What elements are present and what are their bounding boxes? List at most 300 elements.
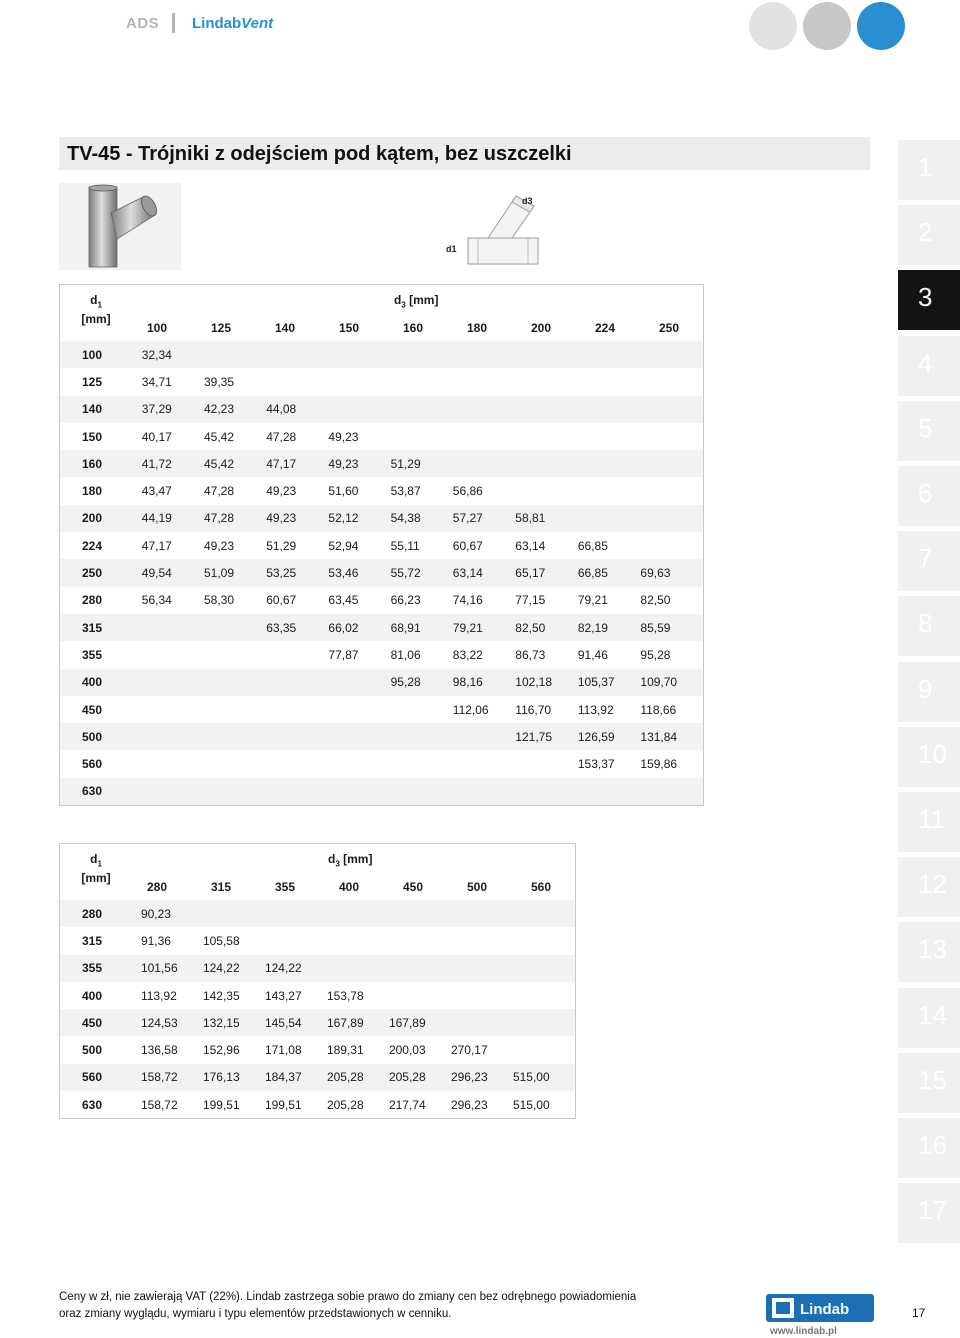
- section-tab-label: 1: [918, 152, 933, 182]
- price-cell: 56,34: [141, 593, 172, 608]
- price-cell: [513, 955, 575, 982]
- price-cell: [453, 750, 516, 777]
- price-cell: 49,23: [266, 484, 297, 499]
- column-header: 150: [339, 321, 360, 335]
- table-body: [60, 341, 703, 805]
- price-cell: 77,15: [515, 593, 546, 608]
- price-cell: [204, 750, 266, 777]
- price-cell: 65,17: [515, 559, 578, 586]
- price-cell: 56,86: [452, 484, 483, 499]
- price-cell: 81,06: [390, 647, 421, 662]
- price-cell: 158,72: [140, 1097, 178, 1112]
- price-cell: 158,72: [141, 1064, 203, 1091]
- price-cell: [515, 778, 578, 805]
- table-row: [60, 587, 703, 614]
- price-cell: [453, 723, 516, 750]
- brand-vent-text: Vent: [241, 15, 274, 32]
- section-tab-2[interactable]: [898, 205, 960, 265]
- section-tab-label: 4: [918, 348, 933, 378]
- price-cell: [640, 778, 703, 805]
- row-header-d1: 100: [60, 341, 142, 368]
- price-cell: [515, 396, 578, 423]
- price-cell: [453, 341, 516, 368]
- price-cell: 66,85: [577, 538, 608, 553]
- price-cell: 90,23: [141, 900, 203, 927]
- d1-header: $d_1$ [mm]: [81, 852, 111, 886]
- price-cell: 199,51: [264, 1097, 302, 1112]
- footer-line-2: oraz zmiany wyglądu, wymiaru i typu elementów przedstawionych w cenniku.: [59, 1308, 452, 1320]
- column-header: 450: [403, 880, 424, 894]
- price-cell: [327, 955, 389, 982]
- table-row: [60, 505, 703, 532]
- price-cell: 142,35: [202, 988, 240, 1003]
- section-tab-label: 2: [918, 217, 933, 247]
- price-cell: 124,53: [141, 1009, 203, 1036]
- price-cell: [265, 927, 327, 954]
- decor-circle-light: [749, 2, 797, 50]
- row-header-d1: 125: [82, 374, 103, 389]
- column-header: 280: [147, 880, 168, 894]
- decor-circle-accent: [857, 2, 905, 50]
- footer-note: [59, 1289, 636, 1323]
- diagram-label-d1: d1: [446, 244, 457, 254]
- price-cell: 51,60: [328, 484, 359, 499]
- price-cell: [391, 750, 453, 777]
- decor-circle-mid: [803, 2, 851, 50]
- price-cell: 217,74: [388, 1097, 426, 1112]
- row-header-d1: 280: [82, 593, 103, 608]
- price-cell: 171,08: [264, 1043, 302, 1058]
- row-header-d1: 500: [60, 723, 142, 750]
- brand-lindab-text: Lindab: [192, 15, 242, 32]
- price-cell: [328, 669, 390, 696]
- row-header-d1: 400: [60, 669, 142, 696]
- column-header: 315: [211, 880, 232, 894]
- price-cell: [640, 396, 703, 423]
- price-cell: [513, 900, 575, 927]
- table-row: [60, 982, 575, 1009]
- price-cell: 45,42: [203, 429, 235, 444]
- table-row: [60, 1036, 575, 1063]
- price-cell: [265, 900, 327, 927]
- price-cell: 82,19: [578, 614, 641, 641]
- price-cell: [204, 696, 266, 723]
- price-cell: [391, 396, 453, 423]
- price-cell: 47,28: [204, 505, 266, 532]
- price-cell: [142, 750, 204, 777]
- price-cell: [327, 927, 389, 954]
- price-cell: 66,02: [328, 614, 390, 641]
- price-cell: 205,28: [389, 1064, 451, 1091]
- section-tab-label: 9: [918, 674, 933, 704]
- price-cell: [266, 750, 328, 777]
- price-cell: 32,34: [142, 341, 204, 368]
- row-header-d1: 315: [82, 933, 103, 948]
- row-header-d1: 224: [82, 538, 103, 553]
- table-row: [60, 1064, 575, 1091]
- price-cell: 116,70: [515, 702, 552, 717]
- row-header-d1: 180: [82, 484, 103, 499]
- price-cell: 63,14: [453, 559, 516, 586]
- price-cell: [142, 696, 204, 723]
- price-cell: 121,75: [515, 723, 578, 750]
- price-cell: [391, 723, 453, 750]
- row-header-d1: 630: [60, 778, 142, 805]
- title-bar: [59, 137, 870, 170]
- price-cell: 49,23: [328, 429, 359, 444]
- price-cell: [204, 723, 266, 750]
- price-cell: [515, 750, 578, 777]
- price-cell: [266, 669, 328, 696]
- price-cell: [453, 396, 516, 423]
- price-cell: [515, 477, 578, 504]
- section-tab-label: 14: [918, 1000, 947, 1030]
- price-cell: [142, 723, 204, 750]
- price-cell: [515, 368, 578, 395]
- section-tab-label: 6: [918, 478, 933, 508]
- price-cell: [578, 450, 641, 477]
- price-cell: [451, 1009, 513, 1036]
- price-cell: 79,21: [453, 614, 516, 641]
- price-cell: [578, 396, 641, 423]
- price-cell: [513, 1036, 575, 1063]
- price-cell: [513, 927, 575, 954]
- column-header: 500: [467, 880, 488, 894]
- price-cell: 57,27: [453, 505, 516, 532]
- price-cell: 77,87: [328, 647, 359, 662]
- price-cell: [513, 1009, 575, 1036]
- price-cell: [640, 532, 703, 559]
- lindab-logo: [766, 1294, 874, 1324]
- price-cell: 55,72: [391, 559, 453, 586]
- price-cell: [266, 368, 328, 395]
- price-cell: 112,06: [452, 702, 489, 717]
- price-cell: [142, 614, 204, 641]
- price-cell: 55,11: [390, 538, 420, 553]
- brand-ads: ADS: [126, 15, 160, 32]
- section-tab-10[interactable]: [898, 727, 960, 787]
- price-cell: [328, 750, 390, 777]
- section-tab-14[interactable]: [898, 988, 960, 1048]
- price-cell: 83,22: [452, 647, 483, 662]
- price-cell: 69,63: [640, 559, 703, 586]
- price-cell: [640, 477, 703, 504]
- price-cell: [515, 341, 578, 368]
- price-cell: 63,35: [266, 614, 328, 641]
- page-header: [0, 0, 960, 50]
- price-cell: 95,28: [640, 647, 671, 662]
- price-cell: 176,13: [203, 1064, 265, 1091]
- section-tab-17[interactable]: [898, 1183, 960, 1243]
- row-header-d1: 355: [82, 647, 103, 662]
- price-cell: [451, 927, 513, 954]
- price-cell: 91,46: [577, 647, 608, 662]
- price-cell: 124,22: [265, 955, 327, 982]
- section-tab-label: 16: [918, 1130, 947, 1160]
- price-cell: 37,29: [142, 396, 204, 423]
- table-row: [60, 955, 575, 982]
- column-header: 160: [403, 321, 424, 335]
- price-cell: 51,09: [204, 559, 266, 586]
- price-cell: [453, 368, 516, 395]
- price-cell: 53,87: [390, 484, 421, 499]
- row-header-d1: 450: [60, 1009, 141, 1036]
- price-cell: 131,84: [640, 723, 703, 750]
- price-cell: 44,08: [266, 396, 328, 423]
- row-header-d1: 150: [82, 429, 103, 444]
- price-cell: [142, 641, 204, 668]
- price-cell: 132,15: [203, 1009, 265, 1036]
- price-cell: 159,86: [640, 757, 678, 772]
- section-tab-label: 8: [918, 608, 933, 638]
- price-cell: 143,27: [264, 988, 302, 1003]
- d3-header: $d_3$ [mm]: [394, 293, 439, 310]
- price-cell: 296,23: [451, 1064, 513, 1091]
- price-cell: [391, 423, 453, 450]
- table-row: [60, 1009, 575, 1036]
- section-tab-6[interactable]: [898, 466, 960, 526]
- column-header: 560: [531, 880, 552, 894]
- price-cell: 118,66: [640, 702, 677, 717]
- price-cell: [204, 669, 266, 696]
- table-row: [60, 723, 703, 750]
- row-header-d1: 560: [82, 757, 103, 772]
- price-cell: [451, 900, 513, 927]
- row-header-d1: 315: [60, 614, 142, 641]
- table-row: [60, 1091, 575, 1118]
- column-header: 180: [467, 321, 488, 335]
- column-header: 200: [531, 321, 552, 335]
- price-cell: 167,89: [327, 1009, 389, 1036]
- price-cell: [204, 614, 266, 641]
- price-cell: [327, 900, 389, 927]
- price-cell: 153,37: [577, 757, 615, 772]
- price-cell: 43,47: [141, 484, 172, 499]
- price-cell: 145,54: [265, 1009, 327, 1036]
- price-cell: 49,23: [203, 538, 235, 553]
- price-cell: 85,59: [640, 614, 703, 641]
- price-cell: [204, 778, 266, 805]
- price-cell: [203, 900, 265, 927]
- price-cell: 60,67: [266, 593, 297, 608]
- price-cell: [578, 477, 641, 504]
- price-cell: 105,37: [578, 669, 641, 696]
- price-cell: 515,00: [512, 1097, 550, 1112]
- price-cell: 91,36: [140, 933, 171, 948]
- price-cell: [204, 341, 266, 368]
- price-cell: [328, 396, 390, 423]
- price-cell: 34,71: [141, 374, 172, 389]
- price-cell: 152,96: [202, 1043, 240, 1058]
- section-tab-5[interactable]: [898, 401, 960, 461]
- price-cell: 199,51: [202, 1097, 240, 1112]
- price-cell: [266, 778, 328, 805]
- price-cell: 200,03: [388, 1043, 426, 1058]
- price-cell: 296,23: [450, 1097, 488, 1112]
- footer-line-1: Ceny w zł, nie zawierają VAT (22%). Lindab zastrzega sobie prawo do zmiany cen bez odrębnego powiadomienia: [59, 1291, 637, 1303]
- price-cell: [451, 982, 513, 1009]
- price-cell: 270,17: [450, 1043, 488, 1058]
- section-tab-16[interactable]: [898, 1118, 960, 1178]
- price-table-large-diameters: [59, 843, 576, 1119]
- table-row: [60, 641, 703, 668]
- price-cell: [640, 450, 703, 477]
- column-header: 140: [275, 321, 296, 335]
- section-tab-label: 17: [918, 1195, 947, 1225]
- section-tab-7[interactable]: [898, 531, 960, 591]
- price-cell: [640, 341, 703, 368]
- section-tab-label: 11: [918, 804, 945, 834]
- price-cell: [515, 450, 578, 477]
- table-row: [60, 778, 703, 805]
- price-cell: 113,92: [577, 702, 614, 717]
- price-cell: 39,35: [203, 374, 235, 389]
- column-header: 224: [595, 321, 616, 335]
- table-row: [60, 614, 703, 641]
- price-cell: 79,21: [577, 593, 608, 608]
- price-cell: 184,37: [265, 1064, 327, 1091]
- price-cell: [578, 778, 641, 805]
- row-header-d1: 630: [82, 1097, 103, 1112]
- price-cell: 205,28: [327, 1064, 389, 1091]
- price-cell: 109,70: [640, 669, 703, 696]
- table-header: [60, 844, 575, 900]
- price-cell: 82,50: [515, 614, 578, 641]
- price-cell: [640, 505, 703, 532]
- column-header: 355: [275, 880, 296, 894]
- price-cell: [142, 778, 204, 805]
- price-table-small-diameters: [59, 284, 704, 806]
- website-url[interactable]: www.lindab.pl: [770, 1326, 837, 1337]
- price-cell: [453, 778, 516, 805]
- price-cell: 54,38: [391, 505, 453, 532]
- price-cell: [142, 669, 204, 696]
- table-row: [60, 477, 703, 504]
- price-cell: 49,23: [328, 450, 390, 477]
- price-cell: [391, 778, 453, 805]
- price-cell: [391, 341, 453, 368]
- section-tab-9[interactable]: [898, 662, 960, 722]
- price-cell: 102,18: [515, 669, 578, 696]
- price-cell: [640, 423, 703, 450]
- price-cell: 58,81: [515, 505, 578, 532]
- table-row: [60, 696, 703, 723]
- price-cell: [451, 955, 513, 982]
- price-cell: 47,17: [141, 538, 172, 553]
- page-number: 17: [912, 1306, 926, 1320]
- table-row: [60, 368, 703, 395]
- row-header-d1: 355: [60, 955, 141, 982]
- price-cell: [389, 982, 451, 1009]
- row-header-d1: 200: [60, 505, 142, 532]
- section-tab-label: 3: [918, 282, 933, 312]
- section-tab-13[interactable]: [898, 922, 960, 982]
- price-cell: [578, 368, 641, 395]
- row-header-d1: 280: [60, 900, 141, 927]
- price-cell: 126,59: [578, 723, 641, 750]
- price-cell: [391, 696, 453, 723]
- price-cell: [513, 982, 575, 1009]
- section-tab-3[interactable]: [898, 270, 960, 330]
- price-cell: 52,12: [328, 505, 390, 532]
- price-cell: 53,25: [266, 559, 328, 586]
- price-cell: 40,17: [141, 429, 172, 444]
- price-cell: 45,42: [204, 450, 266, 477]
- price-cell: [515, 423, 578, 450]
- price-cell: [204, 641, 266, 668]
- price-cell: 153,78: [326, 988, 364, 1003]
- section-tab-label: 12: [918, 869, 947, 899]
- price-cell: 167,89: [389, 1009, 451, 1036]
- price-cell: [266, 723, 328, 750]
- price-cell: 63,14: [515, 538, 546, 553]
- row-header-d1: 250: [60, 559, 142, 586]
- row-header-d1: 500: [82, 1043, 103, 1058]
- price-cell: [578, 341, 641, 368]
- table-row: [60, 532, 703, 559]
- price-cell: 136,58: [140, 1043, 178, 1058]
- price-cell: [578, 423, 641, 450]
- price-cell: 189,31: [326, 1043, 364, 1058]
- column-header: 400: [339, 880, 360, 894]
- price-cell: 49,23: [266, 505, 328, 532]
- section-tab-1[interactable]: [898, 140, 960, 200]
- price-cell: 98,16: [453, 669, 516, 696]
- brand-separator: [172, 13, 175, 33]
- section-tab-4[interactable]: [898, 336, 960, 396]
- section-tab-label: 15: [918, 1065, 947, 1095]
- price-cell: [266, 696, 328, 723]
- price-cell: [328, 723, 390, 750]
- row-header-d1: 450: [82, 702, 103, 717]
- logo-text: Lindab: [800, 1301, 850, 1318]
- column-header: 250: [659, 321, 680, 335]
- price-cell: 74,16: [452, 593, 483, 608]
- price-cell: 47,17: [266, 450, 328, 477]
- section-tab-11[interactable]: [898, 792, 960, 852]
- page-title: TV-45 - Trójniki z odejściem pod kątem, bez uszczelki: [67, 143, 572, 165]
- table-header: [60, 285, 703, 341]
- section-tab-label: 13: [918, 934, 947, 964]
- price-cell: 124,22: [203, 955, 265, 982]
- price-cell: 44,19: [142, 505, 204, 532]
- price-cell: 205,28: [326, 1097, 364, 1112]
- d1-header: $d_1$ [mm]: [81, 293, 111, 327]
- price-cell: 53,46: [328, 559, 390, 586]
- price-cell: [389, 900, 451, 927]
- table-row: [60, 750, 703, 777]
- table-row: [60, 559, 703, 586]
- price-cell: [328, 341, 390, 368]
- table-row: [60, 396, 703, 423]
- section-tab-8[interactable]: [898, 596, 960, 656]
- price-cell: 101,56: [141, 955, 203, 982]
- section-tab-label: 5: [918, 413, 933, 443]
- price-cell: 42,23: [204, 396, 266, 423]
- price-cell: 58,30: [203, 593, 235, 608]
- price-cell: 66,85: [578, 559, 641, 586]
- price-cell: 51,29: [266, 538, 297, 553]
- section-tab-15[interactable]: [898, 1053, 960, 1113]
- section-tab-12[interactable]: [898, 857, 960, 917]
- price-cell: 86,73: [515, 647, 546, 662]
- brand-lindabvent: [192, 15, 273, 32]
- price-cell: 63,45: [328, 593, 359, 608]
- table-row: [60, 450, 703, 477]
- fitting-diagram: [440, 190, 550, 275]
- table-row: [60, 669, 703, 696]
- table-row: [60, 341, 703, 368]
